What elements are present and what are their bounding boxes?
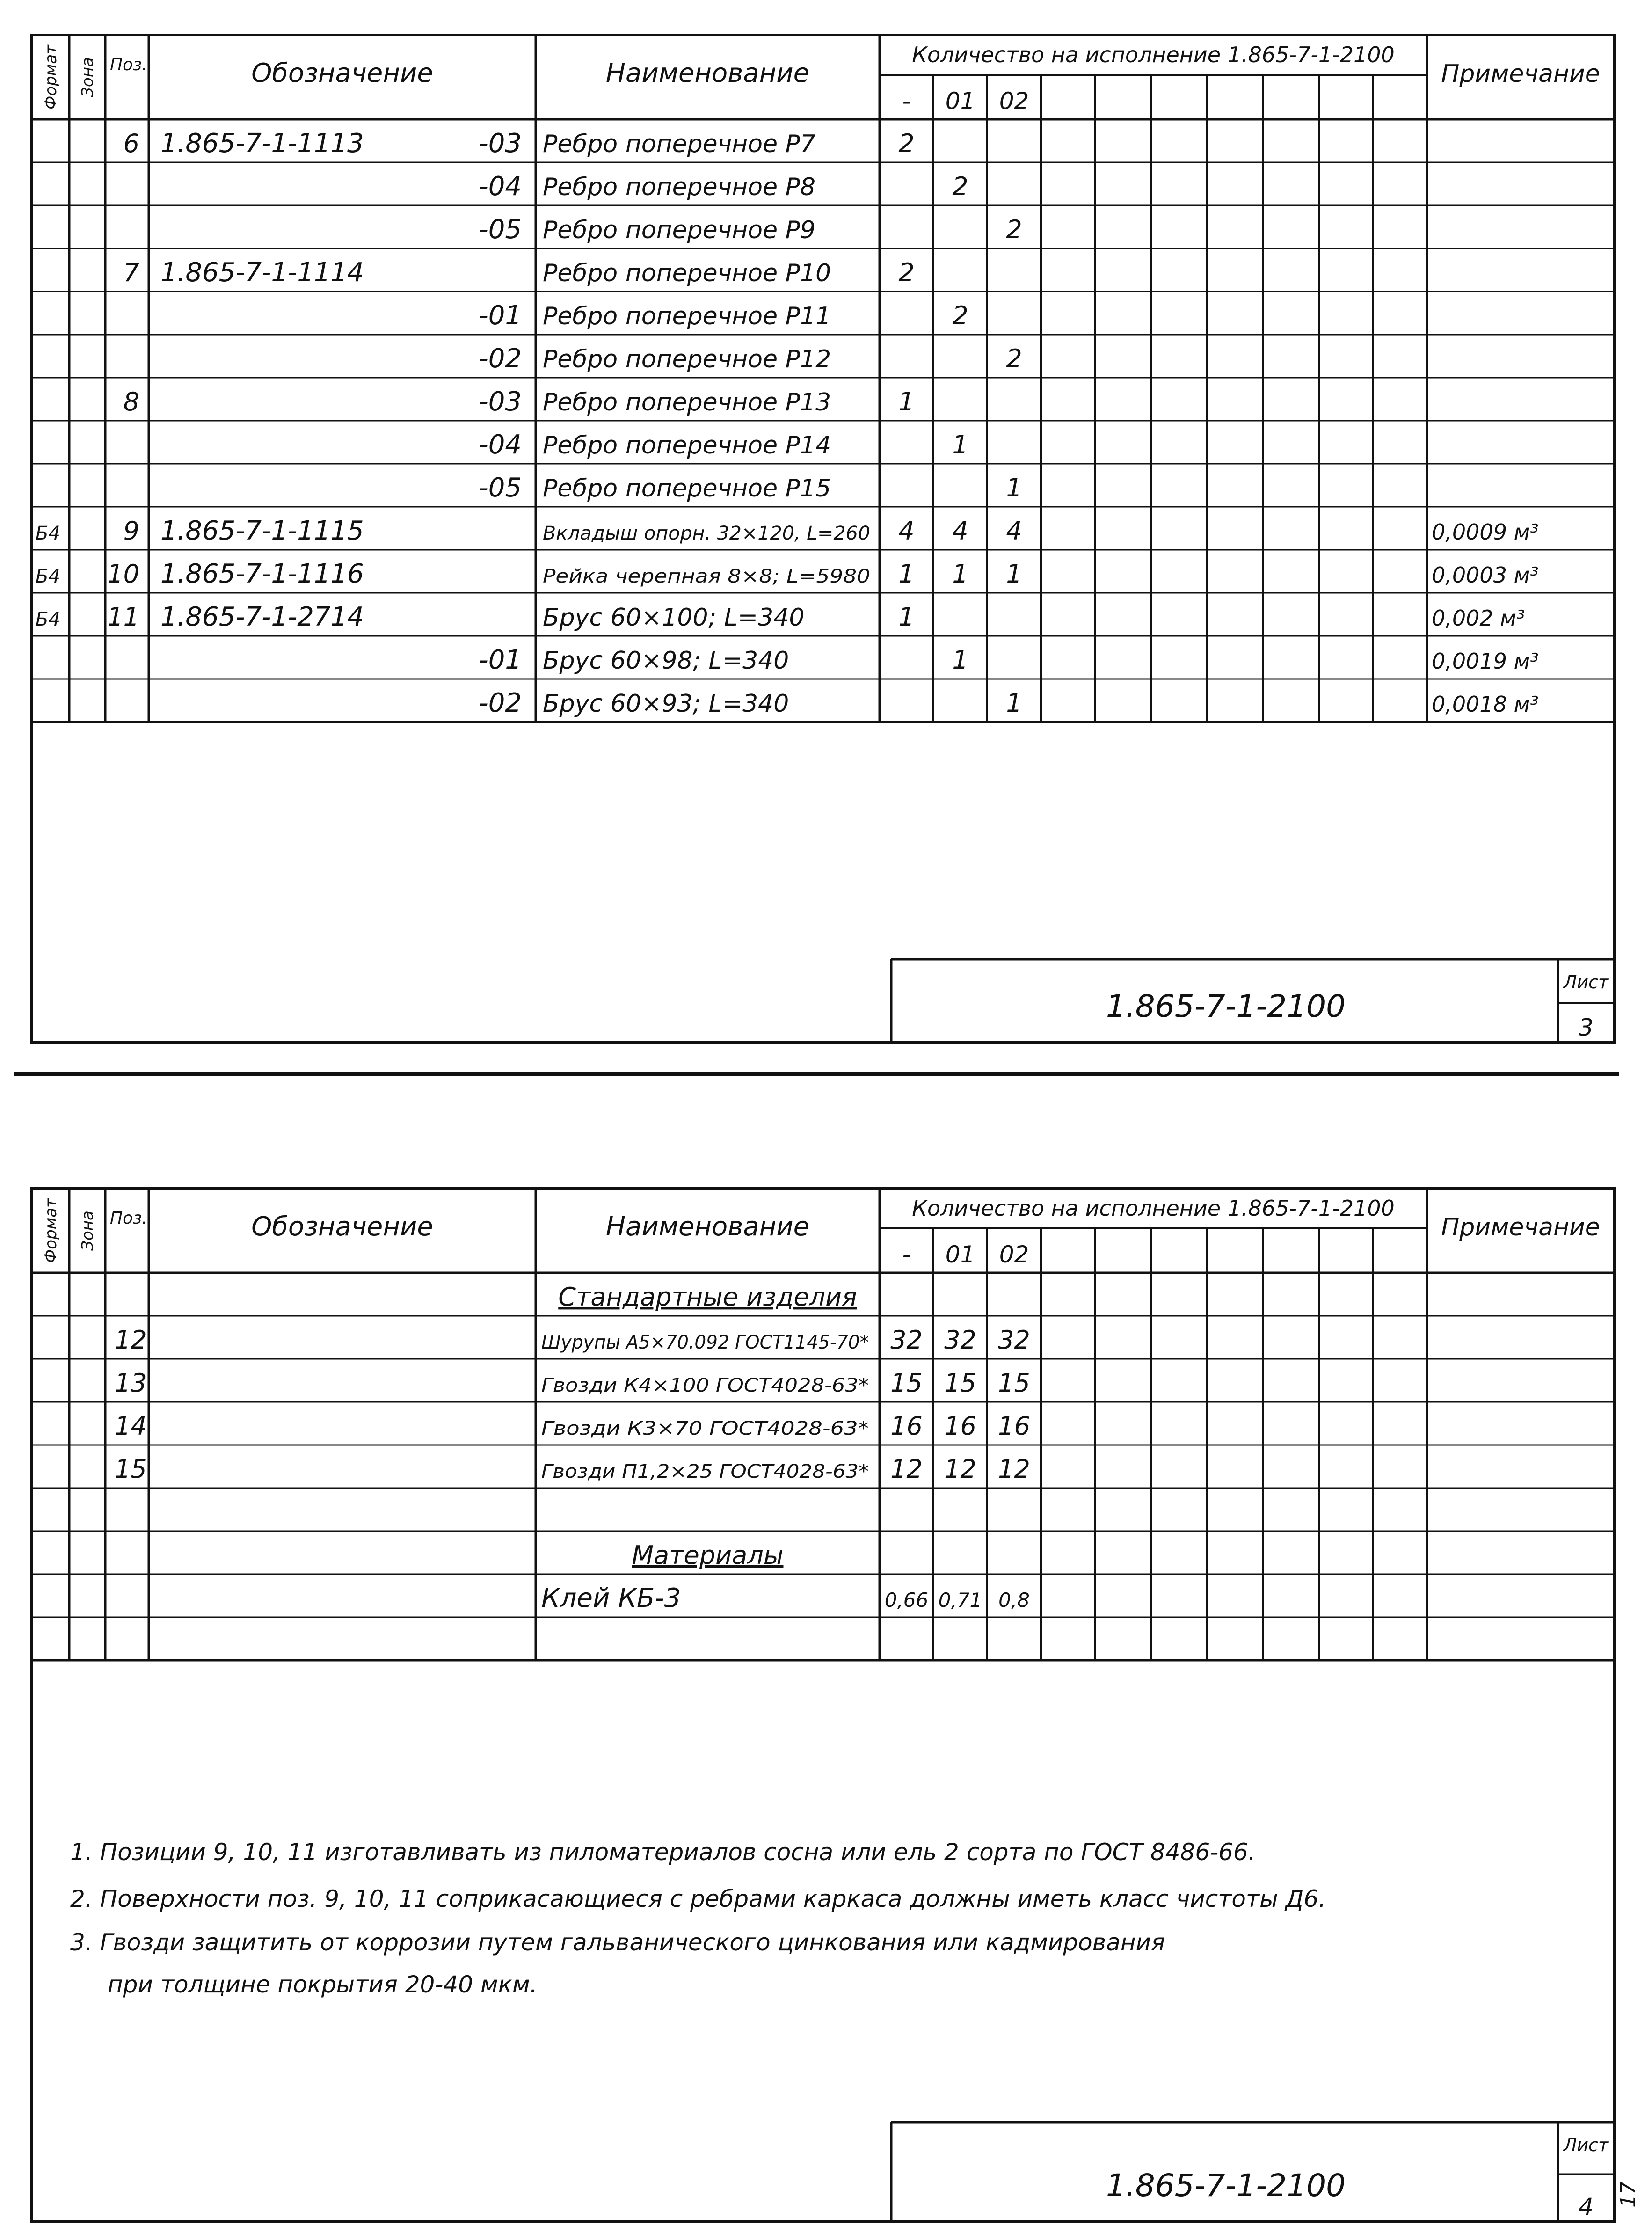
name-cell: Ребро поперечное Р12 [543, 345, 831, 373]
name-cell: Гвозди К3×70 ГОСТ4028-63* [541, 1418, 869, 1439]
qty-cell: 2 [952, 301, 968, 330]
qty-cell: 2 [1006, 344, 1022, 373]
designation-suffix: -02 [479, 688, 522, 718]
quantity-header: Количество на исполнение 1.865-7-1-2100 [912, 1196, 1395, 1221]
name-cell: Ребро поперечное Р14 [543, 431, 831, 460]
stamp-code: 1.865-7-1-2100 [1106, 988, 1346, 1024]
qty-cell: 4 [898, 516, 915, 546]
qty-cell: 15 [998, 1368, 1030, 1398]
pos-cell: 12 [115, 1325, 147, 1355]
specification-sheet-3 [32, 35, 1614, 1043]
qty-cell: 1 [952, 559, 968, 589]
designation-cell: 1.865-7-1-2714 [160, 602, 364, 632]
format-cell: Б4 [36, 566, 60, 587]
designation-suffix: -04 [479, 171, 522, 202]
qty-cell: 4 [1006, 516, 1022, 546]
pos-cell: 11 [107, 602, 139, 632]
qty-cell: 32 [944, 1325, 976, 1355]
qty-cell: 1 [1006, 559, 1022, 589]
name-cell: Ребро поперечное Р7 [543, 130, 816, 158]
designation-suffix: -05 [479, 473, 522, 503]
format-header: Формат [42, 45, 60, 109]
note-cell: 0,002 м³ [1432, 606, 1525, 631]
note-header: Примечание [1441, 1213, 1600, 1241]
name-cell: Рейка черепная 8×8; L=5980 [543, 566, 870, 587]
technical-note: 2. Поверхности поз. 9, 10, 11 соприкасающиеся с ребрами каркаса должны иметь класс чистоты Д6. [70, 1885, 1326, 1912]
pos-header: Поз. [110, 55, 147, 74]
variant-header: 02 [999, 88, 1029, 115]
pos-cell: 14 [115, 1411, 147, 1441]
technical-note: 1. Позиции 9, 10, 11 изготавливать из пиломатериалов сосна или ель 2 сорта по ГОСТ 8486-66. [70, 1839, 1256, 1866]
name-header: Наименование [605, 58, 810, 88]
name-cell: Вкладыш опорн. 32×120, L=260 [543, 523, 870, 544]
qty-cell: 1 [898, 559, 915, 589]
note-cell: 0,0018 м³ [1432, 692, 1539, 717]
variant-header: - [902, 1241, 911, 1268]
note-cell: 0,0009 м³ [1432, 519, 1539, 545]
designation-suffix: -01 [479, 645, 522, 675]
format-cell: Б4 [36, 523, 60, 544]
name-cell: Ребро поперечное Р13 [543, 388, 831, 416]
qty-cell: 2 [952, 172, 968, 201]
qty-cell: 0,71 [938, 1589, 982, 1612]
pos-cell: 9 [123, 516, 139, 546]
pos-cell: 7 [123, 258, 139, 287]
name-cell: Брус 60×100; L=340 [543, 604, 805, 632]
variant-header: 01 [945, 1241, 975, 1268]
name-cell: Ребро поперечное Р9 [543, 216, 816, 244]
qty-cell: 12 [944, 1454, 976, 1484]
qty-cell: 1 [952, 645, 968, 675]
designation-cell: 1.865-7-1-1113 [160, 128, 364, 159]
quantity-header: Количество на исполнение 1.865-7-1-2100 [912, 42, 1395, 67]
name-cell: Ребро поперечное Р11 [543, 302, 831, 330]
zone-header: Зона [78, 57, 97, 97]
qty-cell: 12 [890, 1454, 923, 1484]
pos-cell: 13 [115, 1368, 147, 1398]
designation-suffix: -04 [479, 430, 522, 460]
designation-suffix: -03 [479, 128, 522, 159]
name-cell: Ребро поперечное Р10 [543, 259, 831, 287]
qty-cell: 1 [898, 602, 915, 632]
pos-cell: 10 [107, 559, 139, 589]
sheet-label: Лист [1563, 2135, 1609, 2155]
qty-cell: 1 [952, 430, 968, 460]
qty-cell: 0,66 [884, 1589, 929, 1612]
qty-cell: 16 [890, 1411, 923, 1441]
qty-cell: 0,8 [998, 1589, 1030, 1612]
pos-cell: 6 [123, 129, 139, 158]
sheet-number: 4 [1579, 2193, 1594, 2220]
designation-cell: 1.865-7-1-1115 [160, 516, 364, 546]
technical-note: при толщине покрытия 20-40 мкм. [108, 1971, 538, 1998]
designation-header: Обозначение [251, 58, 433, 88]
pos-cell: 15 [115, 1454, 147, 1484]
qty-cell: 15 [890, 1368, 923, 1398]
qty-cell: 4 [952, 516, 968, 546]
designation-suffix: -05 [479, 214, 522, 245]
qty-cell: 16 [944, 1411, 976, 1441]
note-header: Примечание [1441, 60, 1600, 88]
name-cell: Шурупы А5×70.092 ГОСТ1145-70* [541, 1332, 869, 1353]
specification-sheet-4 [32, 1189, 1640, 2222]
section-heading: Материалы [632, 1540, 784, 1570]
qty-cell: 16 [998, 1411, 1030, 1441]
qty-cell: 2 [1006, 215, 1022, 244]
designation-suffix: -03 [479, 387, 522, 417]
designation-cell: 1.865-7-1-1116 [160, 559, 364, 589]
qty-cell: 1 [1006, 473, 1022, 503]
name-cell: Ребро поперечное Р8 [543, 173, 816, 201]
format-header: Формат [42, 1198, 60, 1263]
technical-note: 3. Гвозди защитить от коррозии путем гальванического цинкования или кадмирования [70, 1929, 1165, 1956]
format-cell: Б4 [36, 609, 60, 630]
stamp-code: 1.865-7-1-2100 [1106, 2167, 1346, 2204]
name-cell: Клей КБ-3 [541, 1583, 681, 1613]
pos-cell: 8 [123, 387, 139, 416]
note-cell: 0,0003 м³ [1432, 562, 1539, 588]
margin-mark: 17 [1616, 2182, 1640, 2208]
qty-cell: 1 [1006, 688, 1022, 718]
name-cell: Ребро поперечное Р15 [543, 474, 831, 503]
variant-header: 02 [999, 1241, 1029, 1268]
name-cell: Гвозди К4×100 ГОСТ4028-63* [541, 1375, 869, 1396]
qty-cell: 12 [998, 1454, 1030, 1484]
designation-suffix: -01 [479, 300, 522, 331]
pos-header: Поз. [110, 1209, 147, 1228]
variant-header: - [902, 88, 911, 115]
variant-header: 01 [945, 88, 975, 115]
qty-cell: 2 [898, 258, 915, 287]
zone-header: Зона [78, 1211, 97, 1251]
qty-cell: 32 [890, 1325, 923, 1355]
sheet-label: Лист [1563, 972, 1609, 992]
designation-suffix: -02 [479, 343, 522, 374]
qty-cell: 1 [898, 387, 915, 416]
name-cell: Гвозди П1,2×25 ГОСТ4028-63* [541, 1461, 869, 1482]
note-cell: 0,0019 м³ [1432, 649, 1539, 674]
qty-cell: 2 [898, 129, 915, 158]
name-cell: Брус 60×98; L=340 [543, 647, 789, 675]
name-cell: Брус 60×93; L=340 [543, 690, 789, 718]
name-header: Наименование [605, 1211, 810, 1242]
section-heading: Стандартные изделия [558, 1282, 857, 1312]
sheet-number: 3 [1579, 1014, 1594, 1041]
qty-cell: 32 [998, 1325, 1030, 1355]
designation-cell: 1.865-7-1-1114 [160, 257, 364, 288]
designation-header: Обозначение [251, 1211, 433, 1242]
qty-cell: 15 [944, 1368, 976, 1398]
